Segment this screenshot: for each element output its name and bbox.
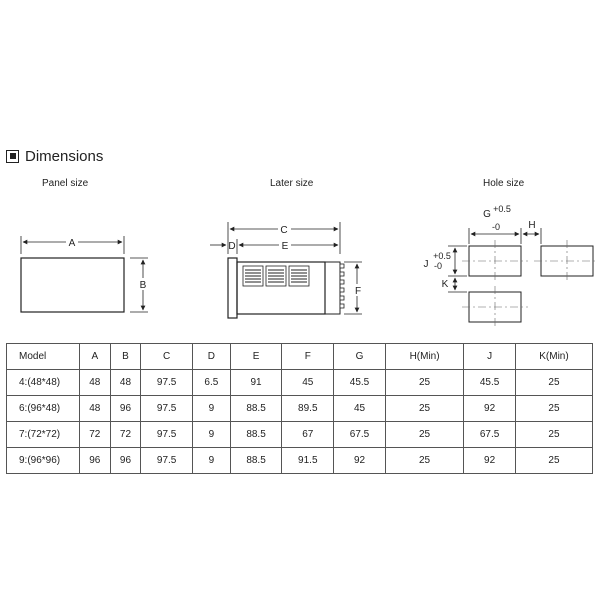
column-header: J — [464, 344, 516, 370]
table-cell: 6.5 — [193, 370, 231, 396]
table-cell: 45 — [334, 396, 386, 422]
table-row — [7, 422, 593, 448]
label-g: G — [483, 209, 491, 220]
table-cell: 92 — [334, 448, 386, 474]
table-cell: 97.5 — [141, 396, 193, 422]
table-cell: 92 — [464, 448, 516, 474]
table-cell: 91 — [230, 370, 282, 396]
table-cell: 45 — [282, 370, 334, 396]
column-header: C — [141, 344, 193, 370]
label-b: B — [139, 280, 147, 291]
table-cell: 97.5 — [141, 370, 193, 396]
table-cell: 96 — [110, 396, 141, 422]
table-cell: 88.5 — [230, 422, 282, 448]
table-cell: 9:(96*96) — [7, 448, 80, 474]
column-header: B — [110, 344, 141, 370]
label-j-tol-plus: +0.5 — [433, 251, 451, 261]
table-cell: 7:(72*72) — [7, 422, 80, 448]
table-row — [7, 370, 593, 396]
section-title: Dimensions — [25, 147, 104, 165]
table-cell: 45.5 — [334, 370, 386, 396]
table-cell: 25 — [515, 448, 592, 474]
label-e: E — [281, 241, 289, 252]
table-row — [7, 396, 593, 422]
label-d: D — [228, 241, 236, 252]
label-j-tol-minus: -0 — [433, 261, 443, 271]
front-bezel — [228, 258, 237, 318]
table-cell: 96 — [110, 448, 141, 474]
column-header: H(Min) — [385, 344, 463, 370]
table-cell: 48 — [110, 370, 141, 396]
table-cell: 97.5 — [141, 448, 193, 474]
table-cell: 9 — [193, 396, 231, 422]
table-cell: 25 — [515, 396, 592, 422]
table-cell: 25 — [385, 396, 463, 422]
table-cell: 89.5 — [282, 396, 334, 422]
table-cell: 25 — [515, 370, 592, 396]
table-cell: 25 — [515, 422, 592, 448]
column-header: G — [334, 344, 386, 370]
later-size-caption: Later size — [270, 178, 314, 189]
table-cell: 9 — [193, 422, 231, 448]
table-cell: 67 — [282, 422, 334, 448]
table-cell: 97.5 — [141, 422, 193, 448]
table-cell: 88.5 — [230, 448, 282, 474]
label-j: J — [423, 259, 429, 270]
hole-size-caption: Hole size — [483, 178, 525, 189]
table-cell: 25 — [385, 370, 463, 396]
label-c: C — [280, 225, 288, 236]
panel-size-diagram — [21, 236, 150, 312]
column-header: F — [282, 344, 334, 370]
table-cell: 67.5 — [464, 422, 516, 448]
table-cell: 48 — [80, 396, 111, 422]
table-cell: 48 — [80, 370, 111, 396]
column-header: E — [230, 344, 282, 370]
table-cell: 25 — [385, 422, 463, 448]
table-row — [7, 448, 593, 474]
column-header: D — [193, 344, 231, 370]
later-size-diagram — [210, 222, 364, 318]
table-cell: 67.5 — [334, 422, 386, 448]
table-cell: 4:(48*48) — [7, 370, 80, 396]
table-cell: 9 — [193, 448, 231, 474]
label-g-tol-minus: -0 — [491, 222, 501, 232]
label-a: A — [68, 238, 76, 249]
table-cell: 45.5 — [464, 370, 516, 396]
label-h: H — [528, 220, 536, 231]
hole-size-diagram — [424, 204, 599, 328]
label-k: K — [441, 279, 449, 290]
table-cell: 88.5 — [230, 396, 282, 422]
panel-size-caption: Panel size — [42, 178, 89, 189]
table-header-row — [7, 344, 593, 370]
table-cell: 72 — [110, 422, 141, 448]
column-header: A — [80, 344, 111, 370]
table-cell: 91.5 — [282, 448, 334, 474]
table-cell: 6:(96*48) — [7, 396, 80, 422]
label-g-tol-plus: +0.5 — [493, 204, 511, 214]
table-cell: 96 — [80, 448, 111, 474]
table-cell: 25 — [385, 448, 463, 474]
column-header: Model — [7, 344, 80, 370]
table-cell: 72 — [80, 422, 111, 448]
label-f: F — [354, 286, 362, 297]
panel-outline — [21, 258, 124, 312]
terminal-pins — [340, 264, 344, 308]
column-header: K(Min) — [515, 344, 592, 370]
table-cell: 92 — [464, 396, 516, 422]
dimensions-table — [6, 343, 593, 474]
